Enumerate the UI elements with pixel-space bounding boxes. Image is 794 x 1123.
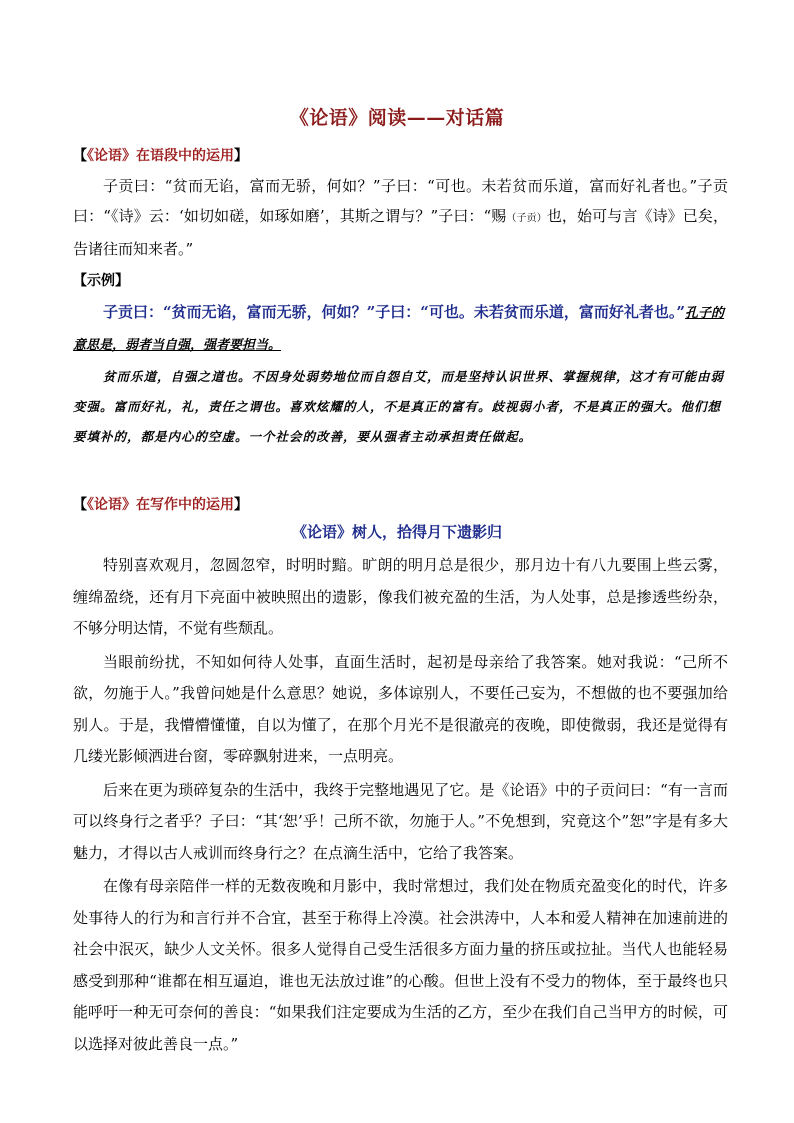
example-note: 孔子的意思是，弱者当自强，强者要担当。 [73, 306, 725, 353]
example-quote: 子贡曰：“贫而无谄，富而无骄，何如？”子曰：“可也。未若贫而乐道，富而好礼者也。” [103, 303, 686, 321]
passage-paragraph [73, 171, 728, 264]
passage-text-b: 也，始可与言《诗》已矣，告诸往而知来者。” [73, 207, 728, 258]
handwritten-commentary: 贫而乐道，自强之道也。不因身处弱势地位而自怨自艾，而是坚持认识世界、掌握规律，这才有可能由弱变强。富而好礼，礼，责任之谓也。喜欢炫耀的人，不是真正的富有。歧视弱小者，不是真正的强大。他们想要填补的，都是内心的空虚。一个社会的改善，要从强者主动承担责任做起。 [73, 369, 725, 444]
essay-paragraph-1: 特别喜欢观月，忽圆忽窄，时明时黯。旷朗的明月总是很少，那月边十有八九要围上些云雾，缠绵盈绕，还有月下亮面中被映照出的遗影，像我们被充盈的生活，为人处事，总是掺透些纷杂，不够分明达情，不觉有些颓乱。 [73, 556, 728, 637]
example-quote-paragraph [73, 297, 728, 361]
example-heading: 【示例】 [73, 273, 129, 289]
essay-body [73, 550, 728, 1062]
section-heading-passage: 【《论语》在语段中的运用】 [73, 148, 248, 164]
essay-paragraph-2: 当眼前纷扰，不知如何待人处事，直面生活时，起初是母亲给了我答案。她对我说：“己所不欲，勿施于人。”我曾问她是什么意思？她说，多体谅别人，不要任己妄为，不想做的也不要强加给别人。于是，我懵懵懂懂，自以为懂了，在那个月光不是很澈亮的夜晚，即使微弱，我还是觉得有几缕光影倾洒进台窗，零碎飘射进来，一点明亮。 [73, 652, 728, 765]
essay-paragraph-3: 后来在更为琐碎复杂的生活中，我终于完整地遇见了它。是《论语》中的子贡问曰：“有一言而可以终身行之者乎？子曰：“其‘恕’乎！己所不欲，勿施于人。”不免想到，究竟这个”恕”字是有多大魅力，才得以古人戒训而终身行之？在点滴生活中，它给了我答案。 [73, 780, 728, 862]
section-heading-passage-text: 《论语》在语段中的运用 [87, 148, 234, 164]
passage-text-a: 子贡曰：“贫而无谄，富而无骄，何如？”子曰：“可也。未若贫而乐道，富而好礼者也。”子贡曰：“《诗》云：‘如切如磋，如琢如磨’，其斯之谓与？”子曰：“赐 [73, 177, 728, 225]
page-title: 《论语》阅读——对话篇 [289, 107, 505, 129]
section-heading-writing-text: 《论语》在写作中的运用 [87, 497, 234, 513]
essay-subtitle: 《论语》树人，拾得月下遗影归 [291, 523, 502, 541]
essay-paragraph-4: 在像有母亲陪伴一样的无数夜晚和月影中，我时常想过，我们处在物质充盈变化的时代，许多处事待人的行为和言行并不合宜，甚至于称得上冷漠。社会洪涛中，人本和爱人精神在加速前进的社会中泯灭，缺少人文关怀。很多人觉得自己受生活很多方面力量的挤压或拉扯。当代人也能轻易感受到那种“谁都在相互逼迫，谁也无法放过谁”的心酸。但世上没有不受力的物体，至于最终也只能呼吁一种无可奈何的善良：“如果我们注定要成为生活的乙方，至少在我们自己当甲方的时候，可以选择对彼此善良一点。” [73, 877, 728, 1053]
section-heading-writing: 【《论语》在写作中的运用】 [73, 497, 248, 513]
passage-note-small: （子贡） [506, 213, 547, 224]
